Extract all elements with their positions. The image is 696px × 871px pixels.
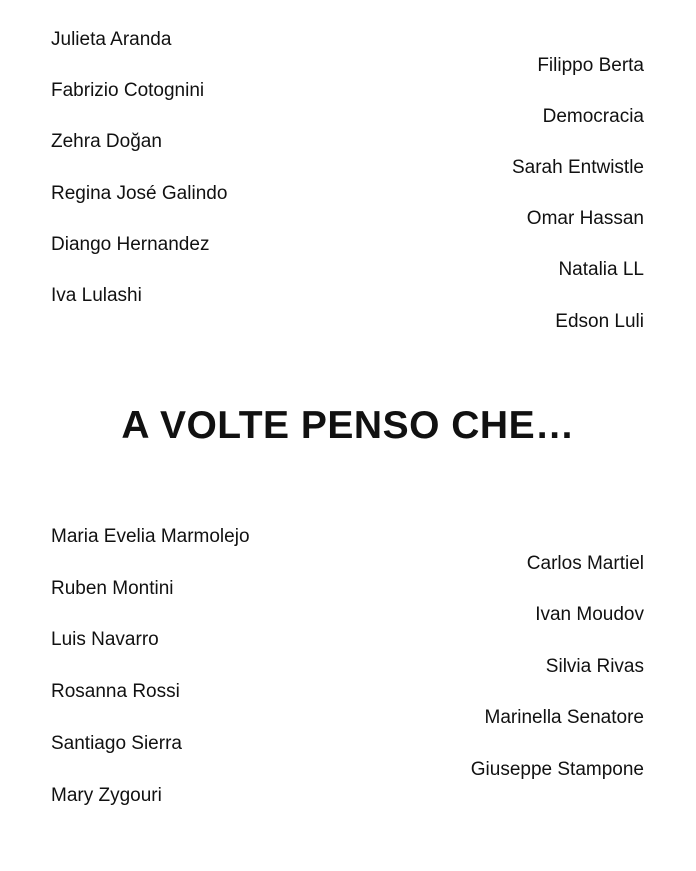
artist-name: Santiago Sierra xyxy=(51,733,182,754)
artist-name: Diango Hernandez xyxy=(51,234,210,255)
artist-name: Ruben Montini xyxy=(51,578,174,599)
artist-name: Giuseppe Stampone xyxy=(470,759,644,780)
artist-name: Mary Zygouri xyxy=(51,785,162,806)
artist-name: Carlos Martiel xyxy=(526,553,644,574)
artist-name: Rosanna Rossi xyxy=(51,681,180,702)
artist-name: Edson Luli xyxy=(555,311,644,332)
artist-name: Iva Lulashi xyxy=(51,285,142,306)
artist-name: Regina José Galindo xyxy=(51,183,228,204)
page-title: A VOLTE PENSO CHE… xyxy=(121,404,575,447)
artist-name: Filippo Berta xyxy=(537,55,644,76)
artist-name: Silvia Rivas xyxy=(545,656,644,677)
artist-name: Maria Evelia Marmolejo xyxy=(51,526,250,547)
artist-name: Omar Hassan xyxy=(526,208,644,229)
artist-name: Sarah Entwistle xyxy=(511,157,644,178)
artist-name: Julieta Aranda xyxy=(51,29,172,50)
artist-name: Democracia xyxy=(542,106,644,127)
artist-name: Ivan Moudov xyxy=(535,604,644,625)
artist-name: Marinella Senatore xyxy=(484,707,644,728)
artist-name: Natalia LL xyxy=(558,259,644,280)
artist-name: Fabrizio Cotognini xyxy=(51,80,205,101)
artist-name: Zehra Doğan xyxy=(51,131,162,152)
artist-name: Luis Navarro xyxy=(51,629,159,650)
